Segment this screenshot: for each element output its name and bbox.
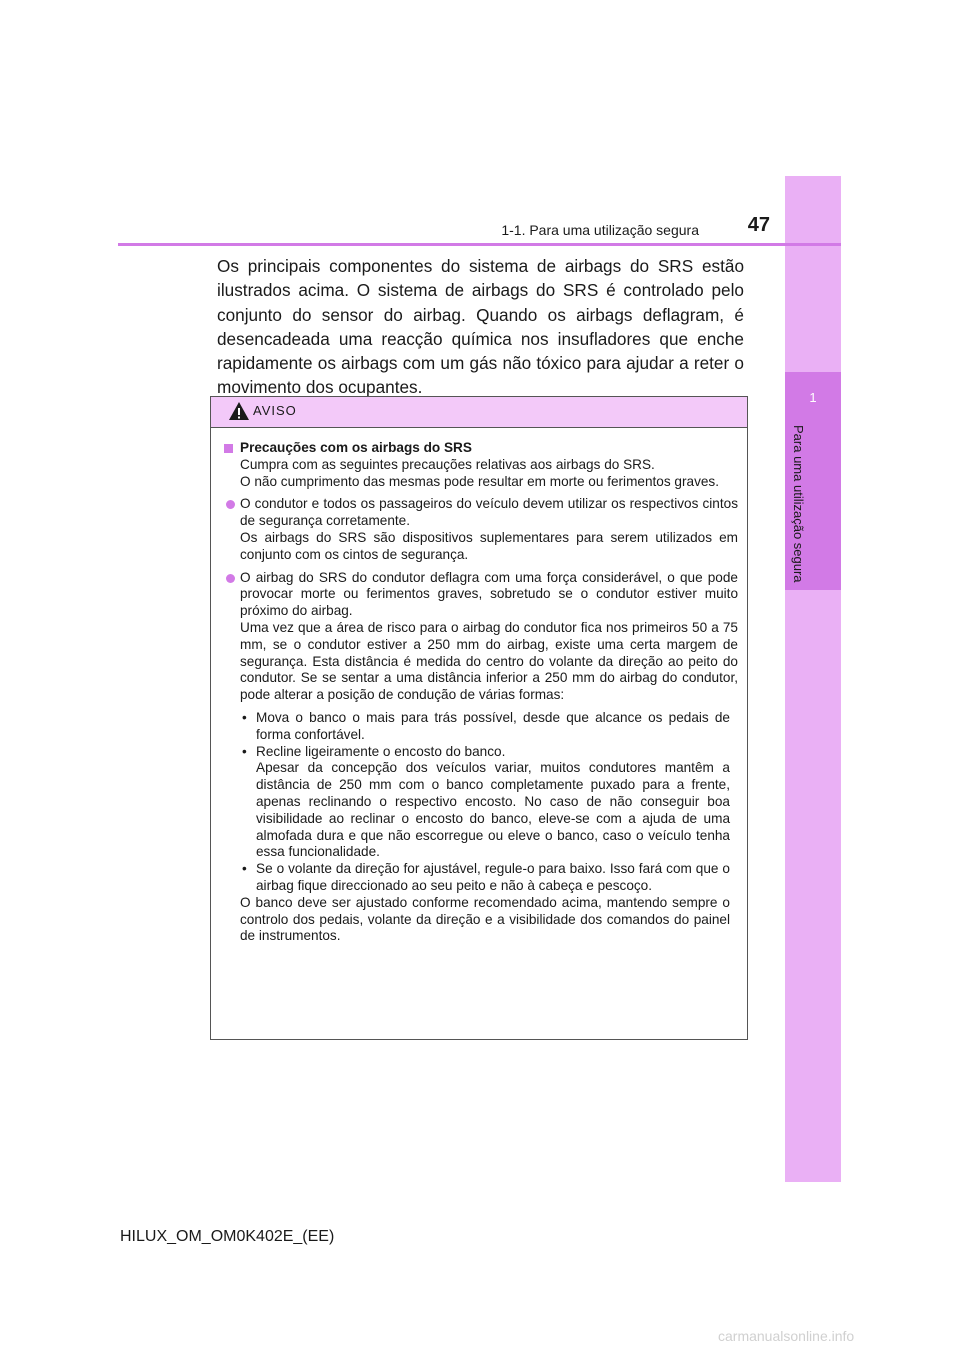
chapter-side-tab xyxy=(785,176,841,1182)
lead-line-2: O não cumprimento das mesmas pode resultar em morte ou ferimentos graves. xyxy=(240,473,720,489)
bullet1-text-2: Os airbags do SRS são dispositivos suplementares para serem utilizados em conjunto com os cintos de segurança. xyxy=(240,529,738,562)
round-bullet-icon xyxy=(226,574,235,583)
sub-item-1-text: Mova o banco o mais para trás possível, desde que alcance os pedais de forma confortável. xyxy=(256,709,730,742)
warning-triangle-icon xyxy=(228,401,250,421)
intro-paragraph: Os principais componentes do sistema de airbags do SRS estão ilustrados acima. O sistema de airbags do SRS é controlado pelo conjunto do sensor do airbag. Quando os airbags deflagram, é desencadeada uma reacção química nos insufladores que enche rapidamente os airbags com um gás não tóxico para ajudar a reter o movimento dos ocupantes. xyxy=(217,256,744,398)
closing-text: O banco deve ser ajustado conforme recomendado acima, mantendo sempre o controlo dos pedais, volante da direção e a visibilidade dos comandos do painel de instrumentos. xyxy=(240,894,730,944)
warning-title: Precauções com os airbags do SRS xyxy=(240,440,472,455)
bullet2-text-2: Uma vez que a área de risco para o airbag do condutor fica nos primeiros 50 a 75 mm, se o condutor estiver a 250 mm do airbag, existe uma certa margem de segurança. Esta distância é medida do centro do volante da direção ao peito do condutor. Se se sentar a uma distância inferior a 250 mm do airbag do condutor, pode alterar a posição de condução de várias formas: xyxy=(240,619,738,703)
page-number: 47 xyxy=(747,214,770,236)
section-title: 1-1. Para uma utilização segura xyxy=(501,222,699,238)
dot-marker: • xyxy=(242,743,247,759)
sub-item-3-text: Se o volante da direção for ajustável, regule-o para baixo. Isso fará com que o airbag fique direccionado ao seu peito e não à cabeça e pescoço. xyxy=(256,861,730,893)
sub-item-2-text: Recline ligeiramente o encosto do banco. xyxy=(256,743,506,759)
list-item xyxy=(240,710,738,744)
lead-line-1: Cumpra com as seguintes precauções relativas aos airbags do SRS. xyxy=(240,456,655,472)
list-item xyxy=(221,496,738,563)
bullet1-text-1: O condutor e todos os passageiros do veículo devem utilizar os respectivos cintos de segurança corretamente. xyxy=(240,496,738,529)
round-bullet-icon xyxy=(226,500,235,509)
seating-tips-list xyxy=(240,710,738,895)
warning-subheading xyxy=(221,440,738,457)
chapter-title: Para uma utilização segura xyxy=(791,425,806,583)
list-item xyxy=(221,570,738,946)
dot-marker: • xyxy=(242,861,247,877)
square-bullet-icon xyxy=(224,444,233,453)
warning-lead xyxy=(221,457,738,491)
sub-item-2-detail: Apesar da concepção dos veículos variar, muitos condutores mantêm a distância de 250 mm com o banco completamente puxado para a frente, apenas reclinando o respectivo encosto. No caso de não conseguir boa visibilidade ao reclinar o encosto do banco, eleve-se com a ajuda de uma almofada dura e que não escorregue ou eleve o banco, caso o veículo tenha essa funcionalidade. xyxy=(256,760,730,860)
warning-box xyxy=(210,396,748,1040)
bullet2-text-1: O airbag do SRS do condutor deflagra com uma força considerável, o que pode provocar morte ou ferimentos graves, sobretudo se o condutor estiver muito próximo do airbag. xyxy=(240,569,738,619)
list-item xyxy=(240,861,738,895)
chapter-number: 1 xyxy=(809,390,817,405)
warning-label: AVISO xyxy=(253,403,297,418)
document-code: HILUX_OM_OM0K402E_(EE) xyxy=(120,1228,335,1245)
header-rule xyxy=(118,243,841,246)
dot-marker: • xyxy=(242,709,247,725)
watermark: carmanualsonline.info xyxy=(718,1328,855,1344)
list-item xyxy=(240,744,738,862)
warning-header xyxy=(211,397,747,428)
warning-body xyxy=(211,428,747,945)
